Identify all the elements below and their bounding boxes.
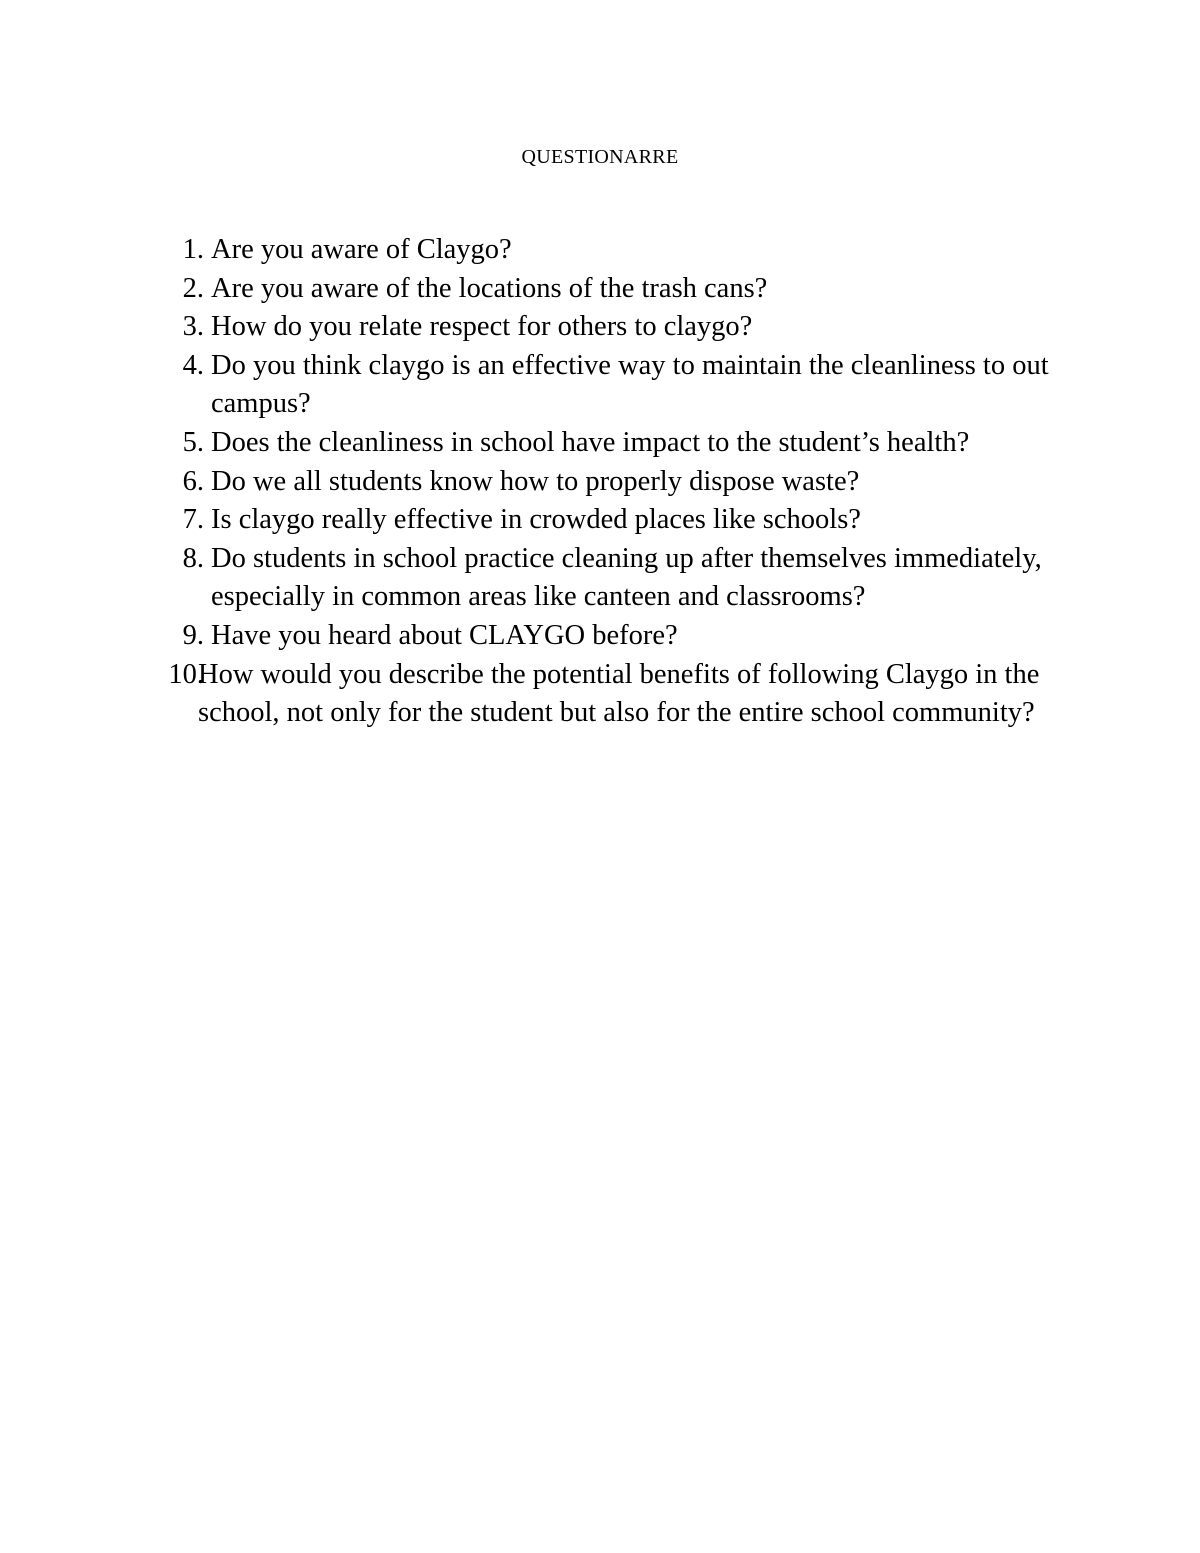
question-text: Are you aware of Claygo? [211, 234, 512, 265]
question-number: 3. [182, 311, 204, 343]
question-number: 2. [182, 272, 204, 304]
question-text: How do you relate respect for others to claygo? [211, 311, 753, 343]
question-number: 9. [182, 619, 204, 651]
question-item [130, 656, 1070, 733]
question-item [130, 540, 1070, 617]
question-number: 7. [182, 504, 204, 536]
question-list [130, 231, 1070, 733]
question-item [130, 501, 1070, 540]
question-item [130, 347, 1070, 424]
question-text: Have you heard about CLAYGO before? [211, 619, 678, 651]
question-number: 4. [182, 349, 204, 381]
question-number: 1. [182, 234, 204, 265]
question-item [130, 231, 1070, 270]
question-text: Is claygo really effective in crowded places like schools? [211, 504, 861, 536]
question-text: Does the cleanliness in school have impact to the student’s health? [211, 426, 970, 458]
question-item [130, 424, 1070, 463]
question-number: 10. [168, 658, 204, 690]
question-text: How would you describe the potential benefits of following Claygo in the school, not only for the student but also for the entire school community? [198, 658, 1040, 729]
question-number: 8. [182, 542, 204, 574]
question-number: 5. [182, 426, 204, 458]
question-item [130, 617, 1070, 656]
question-item [130, 308, 1070, 347]
document-title: QUESTIONARRE [521, 146, 679, 168]
question-item [130, 270, 1070, 309]
question-text: Do we all students know how to properly dispose waste? [211, 465, 860, 497]
question-text: Do you think claygo is an effective way to maintain the cleanliness to out campus? [211, 349, 1049, 420]
question-text: Are you aware of the locations of the trash cans? [211, 272, 768, 304]
question-item [130, 463, 1070, 502]
question-number: 6. [182, 465, 204, 497]
question-text: Do students in school practice cleaning up after themselves immediately, especially in common areas like canteen and classrooms? [211, 542, 1042, 613]
